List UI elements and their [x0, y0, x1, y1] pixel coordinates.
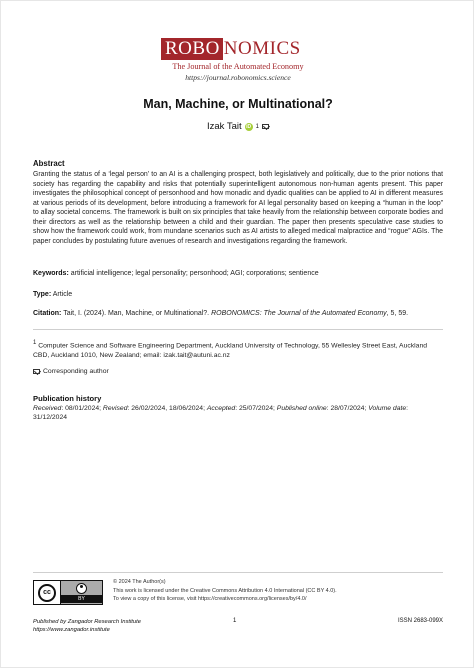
- publication-history-heading: Publication history: [33, 394, 102, 403]
- email-icon[interactable]: [262, 124, 269, 129]
- journal-subtitle: The Journal of the Automated Economy: [172, 62, 304, 71]
- copyright-line: © 2024 The Author(s): [113, 579, 166, 585]
- author-affiliation-marker: 1: [255, 123, 260, 130]
- publisher-url[interactable]: https://www.zangador.institute: [33, 627, 110, 633]
- published-date: : 28/07/2024;: [326, 405, 367, 412]
- type-label: Type:: [33, 291, 52, 298]
- affiliation-text: Computer Science and Software Engineering Department, Auckland University of Technology, 55 Wellesley Street East, Auckland CBD, Auckland 1010, New Zealand; email: izak.tait@autuni.ac.nz: [33, 342, 428, 359]
- logo-nomics: NOMICS: [223, 38, 301, 59]
- citation-journal: ROBONOMICS: The Journal of the Automated Economy: [211, 310, 387, 317]
- abstract-heading: Abstract: [33, 159, 65, 168]
- citation-tail: , 5, 59.: [386, 310, 409, 317]
- license-line: This work is licensed under the Creative Commons Attribution 4.0 International (CC BY 4.0).: [113, 587, 337, 594]
- keywords-row: [33, 270, 443, 277]
- citation-label: Citation:: [33, 310, 62, 317]
- journal-url-link[interactable]: https://journal.robonomics.science: [185, 73, 291, 82]
- revised-dates: : 26/02/2024, 18/06/2024;: [127, 405, 205, 412]
- affiliation-marker: 1: [33, 340, 37, 346]
- license-text: [113, 578, 443, 604]
- accepted-date: : 25/07/2024;: [235, 405, 275, 412]
- divider-top: [33, 329, 443, 330]
- affiliation: [33, 339, 438, 360]
- divider-bottom: [33, 572, 443, 573]
- corresponding-author: [33, 368, 109, 375]
- license-block: [33, 578, 443, 610]
- article-title: Man, Machine, or Multinational?: [143, 97, 333, 111]
- author-line: [1, 121, 474, 132]
- keywords-label: Keywords:: [33, 270, 69, 277]
- publisher-name: Published by Zangador Research Institute: [33, 619, 141, 625]
- type-value: Article: [52, 291, 73, 298]
- volume-label: Volume date: [368, 405, 407, 412]
- received-label: Received: [33, 405, 62, 412]
- attribution-person-icon: [76, 583, 87, 594]
- by-label: BY: [61, 595, 102, 603]
- citation-plain: Tait, I. (2024). Man, Machine, or Multinational?.: [63, 310, 210, 317]
- cc-circle: cc: [38, 584, 56, 602]
- orcid-icon[interactable]: iD: [246, 123, 252, 130]
- citation-row: [33, 310, 443, 317]
- type-row: [33, 291, 443, 298]
- corresponding-email-icon: [33, 369, 40, 374]
- published-label: Published online: [276, 405, 327, 412]
- cc-by-badge[interactable]: [33, 580, 103, 605]
- issn: ISSN 2683-099X: [397, 618, 443, 624]
- revised-label: Revised: [102, 405, 128, 412]
- logo-robo: ROBO: [161, 38, 223, 60]
- footer-publisher: [33, 618, 141, 634]
- volume-date: : 31/12/2024: [33, 405, 409, 422]
- cc-icon: [34, 581, 61, 604]
- received-date: : 08/01/2024;: [61, 405, 102, 412]
- by-section: [61, 581, 102, 604]
- keywords-value: artificial intelligence; legal personality; personhood; AGI; corporations; sentience: [70, 270, 319, 277]
- journal-logo: [161, 38, 309, 60]
- license-url-line[interactable]: To view a copy of this license, visit https://creativecommons.org/licenses/by/4.0/: [113, 596, 307, 602]
- accepted-label: Accepted: [206, 405, 236, 412]
- page-number: 1: [233, 618, 237, 624]
- author-name: Izak Tait: [206, 121, 242, 132]
- abstract-text: Granting the status of a ‘legal person’ to an AI is a challenging prospect, both legislatively and politically, due to the prior notions that society has regarding the capability and risks that potentially superintelligent autonomous non-human agents present. This paper investigates the philosophical concept of personhood and how monadic and dyadic qualities can be applied to AI in different measures at various periods of its development, before introducing a framework for AI legal personality based on keeping a “human in the loop” to allay societal concerns. The framework is built on six principles that take heavily from the relationship between corporate bodies and their directors as well as the relationship between a child and their guardian. The paper then presents speculative case studies to show how the framework could work, from mundane scenarios such as AI artists to alleged medical malpractice and “rogue” AGIs. The paper concludes by postulating future avenues of research and investigations regarding the framework.: [33, 171, 443, 245]
- corresponding-label: Corresponding author: [43, 368, 109, 375]
- publication-history: [33, 404, 443, 423]
